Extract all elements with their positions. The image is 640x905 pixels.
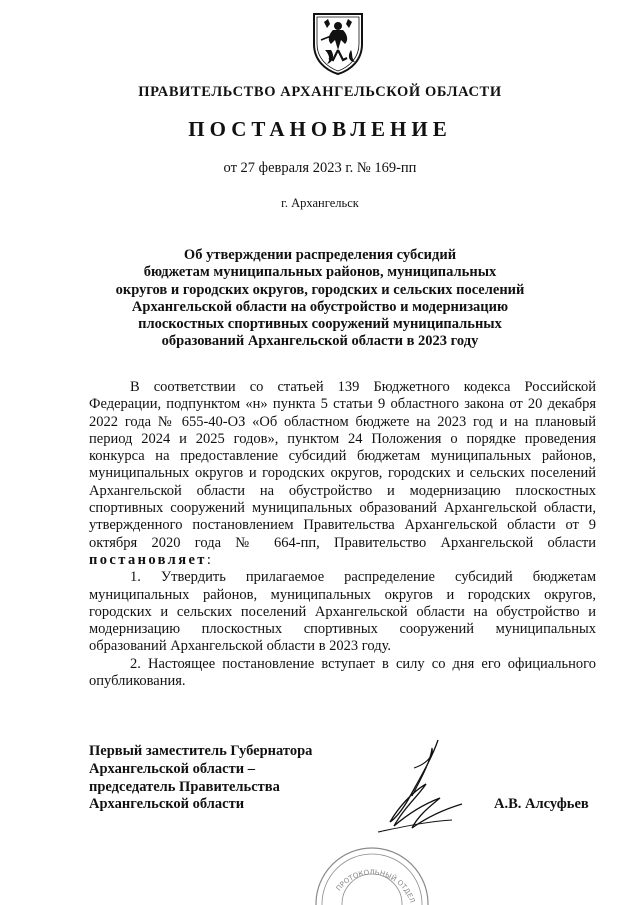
title-line: плоскостных спортивных сооружений муниципальных [138, 316, 502, 333]
signer-position-line: председатель Правительства [89, 778, 280, 795]
resolves-keyword: постановляет [89, 551, 207, 568]
title-line: Архангельской области на обустройство и модернизацию [131, 298, 509, 315]
government-name: ПРАВИТЕЛЬСТВО АРХАНГЕЛЬСКОЙ ОБЛАСТИ [138, 84, 502, 100]
signer-position-line: Архангельской области [89, 796, 245, 813]
signer-position-line: Архангельской области – [89, 760, 255, 777]
title-line: образований Архангельской области в 2023 году [161, 333, 479, 350]
title-line: Об утверждении распределения субсидий [183, 247, 457, 263]
svg-text:ПРОТОКОЛЬНЫЙ ОТДЕЛ [335, 868, 416, 904]
resolution-item-1: 1. Утвердить прилагаемое распределение субсидий бюджетам муниципальных районов, муниципальных округов и городских округов, городских и сельских поселений Архангельской области на обустройство и модернизацию плоскостных спортивных сооружений муниципальных образований Архангельской области в 2023 году. [89, 569, 596, 655]
document-type: ПОСТАНОВЛЕНИЕ [188, 117, 452, 141]
coat-of-arms-icon [311, 10, 365, 76]
document-date-number: от 27 февраля 2023 г. № 169-пп [223, 160, 417, 176]
signer-position-line: Первый заместитель Губернатора [89, 743, 313, 759]
document-city: г. Архангельск [281, 196, 359, 210]
resolution-item-2: 2. Настоящее постановление вступает в силу со дня его официального опубликования. [89, 655, 596, 690]
signer-name: А.В. Алсуфьев [494, 796, 589, 812]
signer-position [89, 743, 312, 814]
preamble-text: В соответствии со статьей 139 Бюджетного кодекса Российской Федерации, подпунктом «н» пункта 5 статьи 9 областного закона от 20 декабря 2022 года № 655-40-ОЗ «Об областном бюджете на 2023 год и на плановый период 2024 и 2025 годов», пунктом 24 Положения о порядке проведения конкурса на предоставление субсидий бюджетам муниципальных районов, муниципальных округов и городских округов, городских и сельских поселений Архангельской области на обустройство и модернизацию плоскостных спортивных сооружений муниципальных образований Архангельской области, утвержденного постановлением Правительства Архангельской области от 9 октября 2020 года № 664-пп, Правительство Архангельской области [89, 379, 596, 551]
stamp-text: ПРОТОКОЛЬНЫЙ ОТДЕЛ [334, 868, 417, 905]
preamble-paragraph [89, 379, 596, 569]
official-stamp [312, 822, 432, 905]
document-title [60, 247, 580, 351]
title-line: бюджетам муниципальных районов, муниципальных [143, 264, 497, 281]
title-line: округов и городских округов, городских и сельских поселений [115, 281, 525, 298]
resolves-colon: : [206, 551, 211, 568]
document-body [89, 379, 596, 690]
